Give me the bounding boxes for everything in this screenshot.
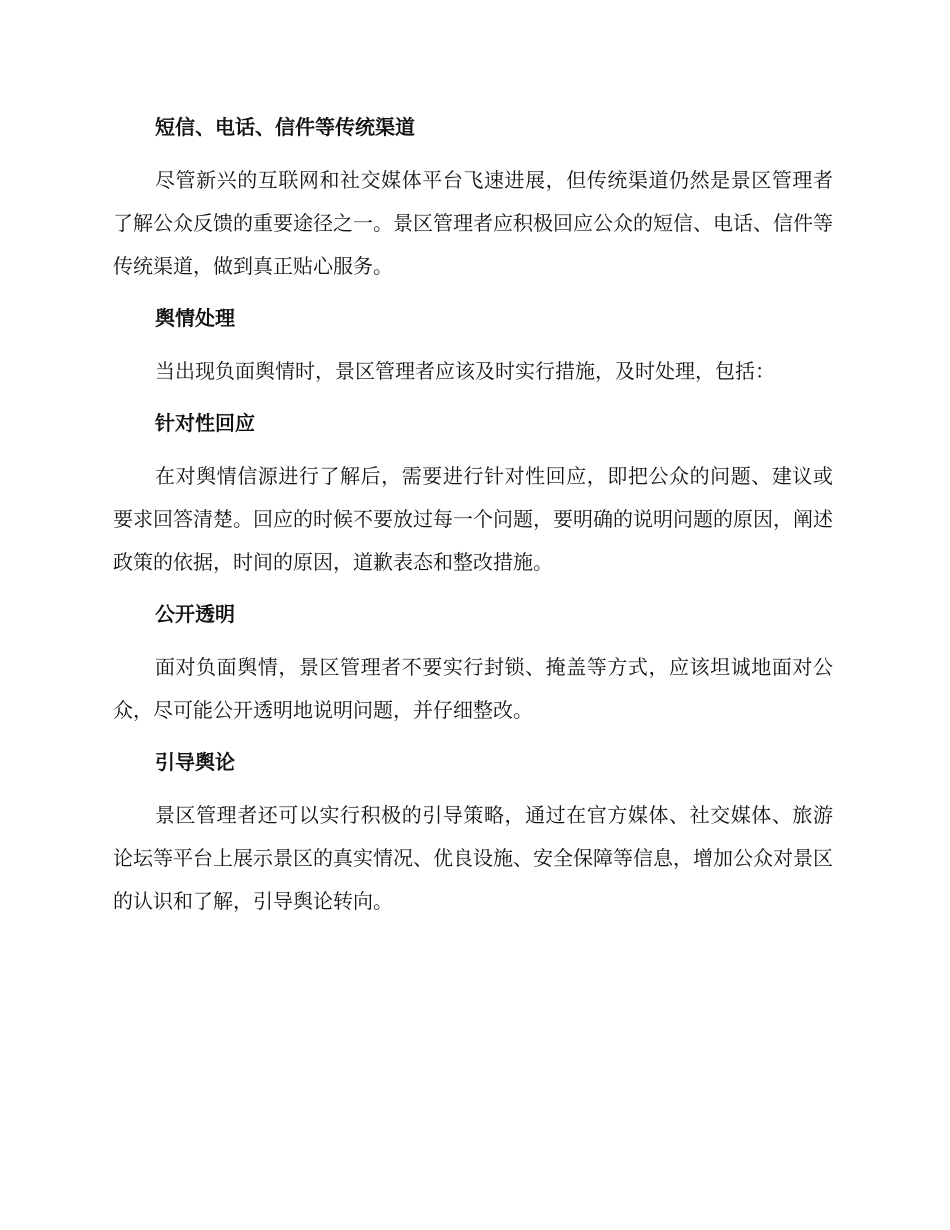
- section-heading: 针对性回应: [155, 411, 255, 435]
- section-heading: 引导舆论: [155, 750, 235, 774]
- section-traditional-channels: [113, 107, 833, 288]
- section-targeted-response: [113, 403, 833, 584]
- section-paragraph: 面对负面舆情，景区管理者不要实行封锁、掩盖等方式，应该坦诚地面对公众，尽可能公开透明地说明问题，并仔细整改。: [113, 655, 833, 722]
- section-paragraph: 当出现负面舆情时，景区管理者应该及时实行措施，及时处理，包括：: [155, 359, 775, 383]
- section-public-opinion-handling: [113, 298, 833, 393]
- section-heading: 舆情处理: [155, 306, 235, 330]
- section-transparency: [113, 594, 833, 732]
- section-paragraph: 在对舆情信源进行了解后，需要进行针对性回应，即把公众的问题、建议或要求回答清楚。回应的时候不要放过每一个问题，要明确的说明问题的原因，阐述政策的依据，时间的原因，道歉表态和整改措施。: [113, 464, 833, 574]
- section-heading: 短信、电话、信件等传统渠道: [155, 115, 415, 139]
- section-paragraph: 尽管新兴的互联网和社交媒体平台飞速进展，但传统渠道仍然是景区管理者了解公众反馈的重要途径之一。景区管理者应积极回应公众的短信、电话、信件等传统渠道，做到真正贴心服务。: [113, 168, 833, 278]
- section-guide-opinion: [113, 742, 833, 923]
- section-heading: 公开透明: [155, 602, 235, 626]
- document-page: [113, 107, 833, 933]
- section-paragraph: 景区管理者还可以实行积极的引导策略，通过在官方媒体、社交媒体、旅游论坛等平台上展示景区的真实情况、优良设施、安全保障等信息，增加公众对景区的认识和了解，引导舆论转向。: [113, 803, 833, 913]
